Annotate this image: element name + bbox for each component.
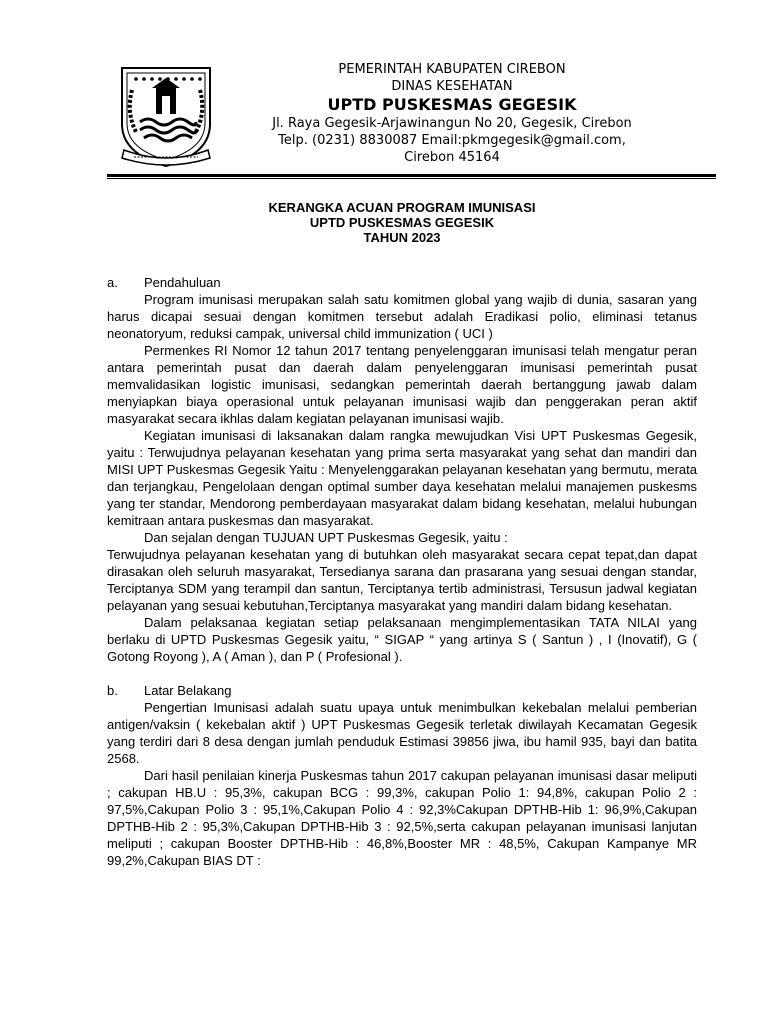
letterhead-address: Jl. Raya Gegesik-Arjawinangun No 20, Gegesik, Cirebon	[272, 116, 632, 131]
title-line-3: TAHUN 2023	[363, 230, 441, 245]
paragraph: Dari hasil penilaian kinerja Puskesmas tahun 2017 cakupan pelayanan imunisasi dasar meliputi ; cakupan HB.U : 95,3%, cakupan BCG : 99,3%, cakupan Polio 1: 94,8%, cakupan Polio 2 : 97,5%,Cakupan Polio 3 : 95,1%,Cakupan Polio 4 : 92,3%Cakupan DPTHB-Hib 1: 96,9%,Cakupan DPTHB-Hib 2 : 95,3%,Cakupan DPTHB-Hib 3 : 92,5%,serta cakupan pelayanan imunisasi lanjutan meliputi ; cakupan Booster DPTHB-Hib : 46,8%,Booster MR : 48,5%, Cakupan Kampanye MR 99,2%,Cakupan BIAS DT :	[107, 768, 697, 868]
letterhead-institution: UPTD PUSKESMAS GEGESIK	[327, 95, 577, 114]
section-a-heading	[107, 274, 697, 291]
section-b-heading	[107, 682, 697, 699]
section-label: b.	[107, 683, 118, 698]
letterhead	[232, 61, 672, 166]
letterhead-divider	[107, 174, 716, 177]
section-label: a.	[107, 275, 118, 290]
paragraph: Dan sejalan dengan TUJUAN UPT Puskesmas Gegesik, yaitu :	[144, 530, 508, 545]
spacer	[107, 665, 697, 682]
paragraph: Pengertian Imunisasi adalah suatu upaya untuk menimbulkan kekebalan melalui pemberian antigen/vaksin ( kekebalan aktif ) UPT Puskesmas Gegesik terletak diwilayah Kecamatan Gegesik yang terdiri dari 8 desa dengan jumlah penduduk Estimasi 39856 jiwa, ibu hamil 935, bayi dan batita 2568.	[107, 700, 697, 766]
document-title	[107, 200, 697, 245]
paragraph: Permenkes RI Nomor 12 tahun 2017 tentang penyelenggaran imunisasi telah mengatur peran antara pemerintah pusat dan daerah dalam penyelenggaran imunisasi pemerintah pusat memvalidasikan logistic imunisasi, sedangkan pemerintah daerah bertanggung jawab dalam menyiapkan biaya operasional untuk pelayanan imunisasi wajib dan penggerakan peran aktif masyarakat secara ikhlas dalam kegiatan pelayanan imunisasi wajib.	[107, 343, 697, 426]
paragraph: Terwujudnya pelayanan kesehatan yang di butuhkan oleh masyarakat secara cepat tepat,dan dapat dirasakan oleh seluruh masyarakat, Tersedianya sarana dan prasarana yang sesuai dengan standar, Terciptanya SDM yang terampil dan santun, Terciptanya tertib administrasi, Tersusun jadwal kegiatan pelayanan yang sesuai kebutuhan,Terciptanya masyarakat yang mandiri dalam bidang kesehatan.	[107, 547, 697, 613]
letterhead-contact: Telp. (0231) 8830087 Email:pkmgegesik@gmail.com,	[278, 133, 626, 148]
letterhead-government: PEMERINTAH KABUPATEN CIREBON	[338, 62, 566, 77]
letterhead-city: Cirebon 45164	[404, 150, 500, 165]
paragraph: Dalam pelaksanaa kegiatan setiap pelaksanaan mengimplementasikan TATA NILAI yang berlaku di UPTD Puskesmas Gegesik yaitu, “ SIGAP “ yang artinya S ( Santun ) , I (Inovatif), G ( Gotong Royong ), A ( Aman ), dan P ( Profesional ).	[107, 615, 697, 664]
title-line-1: KERANGKA ACUAN PROGRAM IMUNISASI	[268, 200, 536, 215]
letterhead-divider-thin	[107, 178, 716, 179]
section-title: Pendahuluan	[144, 275, 221, 290]
letterhead-department: DINAS KESEHATAN	[391, 79, 513, 94]
paragraph: Kegiatan imunisasi di laksanakan dalam rangka mewujudkan Visi UPT Puskesmas Gegesik, yaitu : Terwujudnya pelayanan kesehatan yang prima serta masyarakat yang sehat dan mandiri dan MISI UPT Puskesmas Gegesik Yaitu : Menyelenggarakan pelayanan kesehatan yang bermutu, merata dan terjangkau, Pengelolaan dengan optimal sumber daya kesehatan melalui manajemen puskesms yang ter standar, Mendorong pemberdayaan masyarakat dalam bidang kesehatan, melalui hubungan kemitraan antara puskesmas dan masyarakat.	[107, 428, 697, 528]
paragraph: Program imunisasi merupakan salah satu komitmen global yang wajib di dunia, sasaran yang harus dicapai sesuai dengan komitmen tersebut adalah Eradikasi polio, eliminasi tetanus neonatoryum, reduksi campak, universal child immunization ( UCI )	[107, 292, 697, 341]
document-body	[107, 274, 697, 869]
section-title: Latar Belakang	[144, 683, 232, 698]
cirebon-regency-emblem-icon	[112, 62, 220, 170]
title-line-2: UPTD PUSKESMAS GEGESIK	[309, 215, 495, 230]
